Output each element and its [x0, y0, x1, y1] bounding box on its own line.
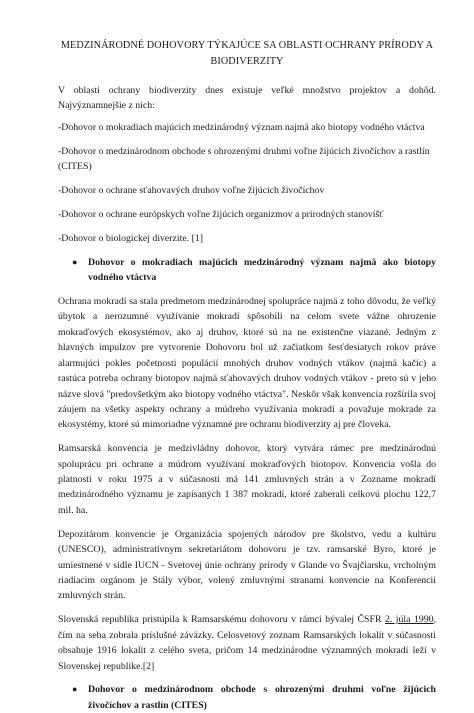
paragraph-ramsar-convention: Ramsarská konvencia je medzivládny dohovor, ktorý vytvára rámec pre medzinárodnú spoluprácu pri ochrane a múdrom využívaní mokraďových biotopov. Konvencia vošla do platnosti v roku 1975 a v súčasnosti má 141 zmluvných strán a v Zozname mokradí medzinárodného významu je zapísaných 1 387 mokradí, ktoré zaberali celkovú plochu 122,7 mil. ha. — [58, 443, 436, 516]
slovak-text-start: Slovenská republika pristúpila k Ramsarskému dohovoru v rámci bývalej ČSFR — [58, 614, 385, 626]
list-item-migratory: -Dohovor o ochrane sťahovavých druhov voľne žijúcich živočíchov — [58, 185, 325, 197]
list-item-cites: -Dohovor o medzinárodnom obchode s ohrozenými druhmi voľne žijúcich živočíchov a rastlín (CITES) — [58, 145, 430, 173]
title-line-2: BIODIVERZITY — [210, 56, 284, 67]
title-line-1: MEDZINÁRODNÉ DOHOVORY TÝKAJÚCE SA OBLASTI OCHRANY PRÍRODY A — [60, 40, 434, 51]
heading-text: Dohovor o medzinárodnom obchode s ohrozenými druhmi voľne žijúcich živočíchov a rastlín (CITES) — [88, 684, 436, 711]
section-heading-cites — [58, 682, 436, 713]
list-item-biodiversity: -Dohovor o biologickej diverzite. [1] — [58, 232, 204, 244]
accession-date: 2. júla 1990 — [384, 614, 434, 626]
section-heading-ramsar — [58, 255, 436, 286]
bullet-icon: ● — [72, 256, 78, 267]
bullet-icon: ● — [72, 684, 78, 695]
paragraph-slovak-republic — [58, 612, 436, 674]
list-item-ramsar: -Dohovor o mokradiach majúcich medzinárodný význam najmä ako biotopy vodného vtáctva — [58, 121, 425, 133]
paragraph-depositary: Depozitárom konvencie je Organizácia spojených národov pre školstvo, vedu a kultúru (UNESCO), administratívnym sekretariátom dohovoru je tzv. ramsarské Byro, ktoré je umiestnené v sídle IUCN - Svetovej únie ochrany prírody v Glande vo Švajčiarsku, vrcholným riadiacim orgánom je Stály výbor, volený zmluvnými stranami konvencie na Konferencii zmluvných strán. — [58, 528, 436, 602]
document-title — [58, 38, 436, 70]
list-item-bern: -Dohovor o ochrane európskych voľne žijúcich organizmov a prírodných stanovíšť — [58, 208, 384, 220]
heading-text: Dohovor o mokradiach majúcich medzinárodný význam najmä ako biotopy vodného vtáctva — [88, 256, 436, 284]
slovak-text-end: , čím na seba zobrala príslušné záväzky. Celosvetový zoznam Ramsarských lokalít v súčasnosti obsahuje 1916 lokalít z celého sveta, pričom 14 medzinárodne významných mokradí leží v Slovenskej republike.[2] — [58, 614, 436, 672]
paragraph-wetlands-protection: Ochrana mokradí sa stala predmetom medzinárodnej spolupráce najmä z toho dôvodu, že veľký úbytok a nerozumné využívanie mokradí spôsobili na celom svete vážne ohrozenie mokraďových ekosystémov, ako aj druhov, ktoré sú na ne existenčne viazané. Jedným z hlavných impulzov pre vytvorenie Dohovoru bol už začiatkom šesťdesiatych rokov práve alarmujúci pokles početnosti populácií mnohých druhov vodných vtákov (najmä kačíc) a rastúca potreba ochrany biotopov najmä sťahovavých druhov vodných vtákov - preto sú v jeho názve slová "predovšetkým ako biotopy vodného vtáctva". Neskôr však konvencia rozšírila svoj záujem na všetky aspekty ochrany a múdreho využívania mokradí a považuje mokrade za ekosystémy, ktoré sú mimoriadne významné pre ochranu biodiverzity aj pre človeka. — [58, 296, 436, 431]
intro-paragraph: V oblasti ochrany biodiverzity dnes existuje veľké množstvo projektov a dohôd. Najvýznamnejšie z nich: — [58, 85, 436, 112]
